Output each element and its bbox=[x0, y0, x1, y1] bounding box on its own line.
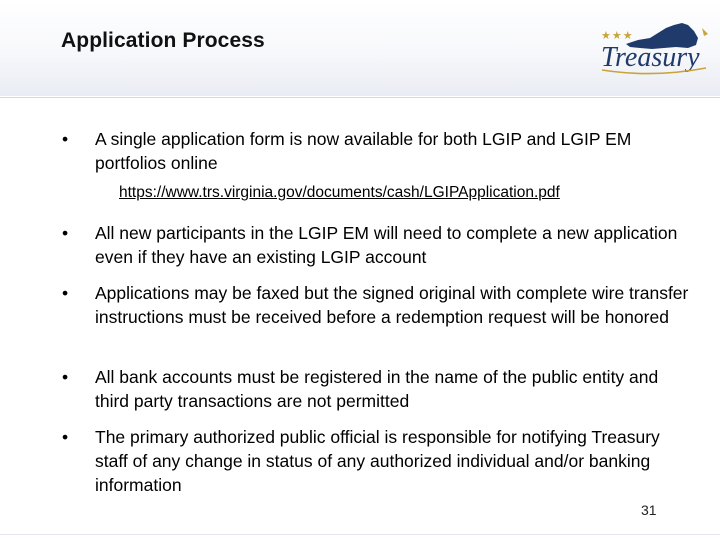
bullet-marker: • bbox=[62, 223, 69, 243]
bullet-marker: • bbox=[62, 427, 69, 447]
bullet-text: A single application form is now available for both LGIP and LGIP EM portfolios online bbox=[95, 129, 632, 173]
treasury-logo bbox=[598, 14, 710, 78]
bullet-text: All new participants in the LGIP EM will need to complete a new application even if they have an existing LGIP account bbox=[95, 223, 678, 267]
logo-stars: ★★★ bbox=[601, 29, 634, 42]
page-number: 31 bbox=[641, 502, 657, 518]
bullet-marker: • bbox=[62, 283, 69, 303]
bullet-text: The primary authorized public official is responsible for notifying Treasury staff of any change in status of any authorized individual and/or banking information bbox=[95, 427, 660, 495]
bullet-marker: • bbox=[62, 367, 69, 387]
logo-wordmark: Treasury bbox=[601, 42, 700, 73]
header-divider bbox=[0, 97, 720, 98]
page-title: Application Process bbox=[61, 29, 265, 52]
logo-gold-mark bbox=[702, 28, 708, 36]
bullet-marker: • bbox=[62, 129, 69, 149]
footer-divider bbox=[0, 534, 720, 535]
application-form-link[interactable]: https://www.trs.virginia.gov/documents/cash/LGIPApplication.pdf bbox=[119, 184, 560, 201]
bullet-text: All bank accounts must be registered in the name of the public entity and third party transactions are not permitted bbox=[95, 367, 659, 411]
bullet-text: Applications may be faxed but the signed original with complete wire transfer instructions must be received before a redemption request will be honored bbox=[95, 283, 689, 327]
